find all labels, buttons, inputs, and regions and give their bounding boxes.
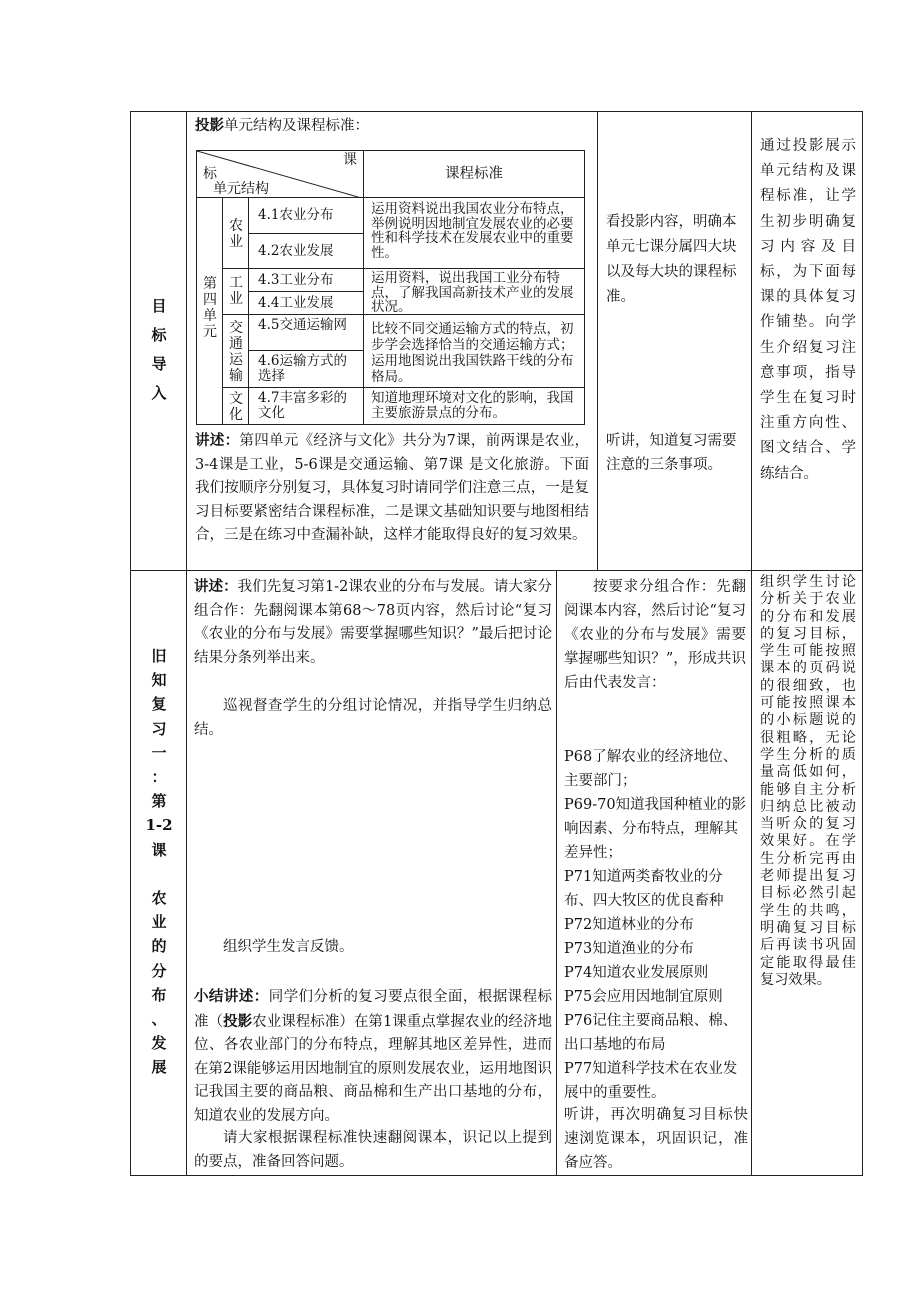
- row2-label-lines: [140, 644, 178, 1080]
- lesson-4-1: [248, 197, 364, 234]
- row2-label-char: 发: [151, 1034, 167, 1053]
- row2-organize: 组织学生发言反馈。: [223, 939, 354, 955]
- row1-lecture-bold: 讲述：: [195, 432, 240, 449]
- unit-label: 第四单元: [203, 276, 217, 340]
- lesson-4-7: [248, 387, 364, 425]
- unit-cell: [196, 197, 223, 425]
- group-agriculture: [222, 197, 249, 269]
- standard-transport-text: 比较不同交通运输方式的特点，初步学会选择恰当的交通运输方式；运用地图说出我国铁路干线的分布格局。: [371, 321, 574, 385]
- standard-agriculture: [363, 197, 585, 269]
- point-item: P76记住主要商品粮、棉、出口基地的布局: [564, 1013, 738, 1053]
- header-standard: [363, 150, 585, 198]
- lesson-4-3-text: 4.3工业分布: [258, 272, 334, 288]
- row1-student-2: 听讲，知道复习需要注意的三条事项。: [606, 433, 737, 473]
- standard-industry-text: 运用资料，说出我国工业分布特点，了解我国高新技术产业的发展状况。: [371, 270, 574, 315]
- row2-label-char: [140, 862, 178, 886]
- point-item: P75会应用因地制宜原则: [564, 989, 723, 1005]
- lesson-4-5-text: 4.5交通运输网: [258, 317, 347, 333]
- row1-label: 目标导入: [151, 297, 167, 402]
- projection-bold: 投影: [195, 117, 224, 134]
- lesson-4-1-text: 4.1农业分布: [258, 207, 334, 223]
- group-culture-label: 文化: [229, 391, 243, 423]
- group-agriculture-label: 农业: [229, 218, 243, 250]
- point-item: P69-70知道我国种植业的影响因素、分布特点，理解其差异性；: [564, 797, 747, 861]
- row2-label-char: 知: [151, 671, 167, 690]
- row2-label-char: 课: [151, 840, 167, 859]
- lesson-4-3: [248, 268, 364, 292]
- row2-student-intro: 按要求分组合作：先翻阅课本内容，然后讨论“复习《农业的分布与发展》需要掌握哪些知识？”，形成共识后由代表发言：: [564, 579, 746, 691]
- row2-label-char: 布: [151, 985, 167, 1004]
- row2-label-char: 的: [151, 937, 167, 956]
- group-industry: [222, 268, 249, 315]
- header-standard-text: 课程标准: [445, 166, 503, 182]
- row2-purpose: 组织学生讨论分析关于农业的分布和发展的复习目标，学生可能按照课本的页码说的很细致，也可能按照课本的小标题说的很粗略，无论学生分析的质量高低如何，能够自主分析归纳总比被动当听众的复习效果好。在学生分析完再由老师提出复习目标必然引起学生的共鸣，明确复习目标后再读书巩固定能取得最佳复习效果。: [760, 574, 856, 988]
- row2-label-char: 旧: [151, 647, 167, 665]
- lesson-4-4: [248, 291, 364, 315]
- lesson-4-2: [248, 233, 364, 269]
- row2-label-char: 习: [151, 719, 167, 738]
- row2-lecture-bold: 讲述：: [194, 578, 238, 595]
- row1-student-1: 看投影内容，明确本单元七课分属四大块以及每大块的课程标准。: [606, 214, 737, 305]
- point-item: P77知道科学技术在农业发展中的重要性。: [564, 1061, 738, 1101]
- row2-label-char: 、: [151, 1010, 167, 1029]
- lesson-4-5: [248, 314, 364, 351]
- standard-agriculture-text: 运用资料说出我国农业分布特点，举例说明因地制宜发展农业的必要性和科学技术在发展农业中的重要性。: [371, 201, 574, 261]
- col-divider-3: [751, 111, 752, 1176]
- row2-label-char: 1-2: [145, 816, 173, 835]
- row2-label-char: 农: [151, 889, 167, 908]
- row2-student-end: 听讲，再次明确复习目标快速浏览课本，巩固识记，准备应答。: [564, 1107, 748, 1171]
- standard-culture-text: 知道地理环境对文化的影响，我国主要旅游景点的分布。: [371, 390, 574, 421]
- row2-label-char: 展: [151, 1058, 167, 1077]
- standard-industry: [363, 268, 585, 315]
- row2-points: [564, 745, 748, 1105]
- point-item: P72知道林业的分布: [564, 917, 694, 933]
- row2-label-char: 第: [151, 792, 167, 811]
- group-transport: [222, 314, 249, 388]
- point-item: P73知道渔业的分布: [564, 941, 694, 957]
- row2-summary-bold: 小结讲述：: [194, 988, 269, 1005]
- group-culture: [222, 387, 249, 425]
- point-item: P71知道两类畜牧业的分布、四大牧区的优良畜种: [564, 869, 724, 909]
- row2-summary-a: 同学们分析的复习要点很全面，根据课程标准（: [194, 989, 553, 1030]
- row2-patrol: 巡视督查学生的分组讨论情况，并指导学生归纳总结。: [194, 698, 552, 738]
- header-biao: 标: [203, 166, 217, 182]
- col-divider-2a: [597, 111, 598, 570]
- row1-purpose: 通过投影展示单元结构及课程标准，让学生初步明确复习内容及目标，为下面每课的具体复习作铺垫。向学生介绍复习注意事项，指导学生在复习时注重方向性、图文结合、学练结合。: [760, 138, 856, 482]
- standard-culture: [363, 387, 585, 425]
- standard-transport: [363, 314, 585, 388]
- group-transport-label: 交通运输: [229, 320, 243, 384]
- projection-text: 单元结构及课程标准：: [224, 118, 369, 134]
- header-unit: 单元结构: [213, 181, 269, 197]
- row2-label-char: 一: [151, 743, 167, 762]
- row2-label-char: 复: [151, 695, 167, 714]
- lesson-4-4-text: 4.4工业发展: [258, 295, 334, 311]
- row2-label-char: ：: [151, 768, 167, 787]
- row2-lecture-text: 我们先复习第1-2课农业的分布与发展。请大家分组合作：先翻阅课本第68～78页内容，然后讨论“复习《农业的分布与发展》需要掌握哪些知识？”最后把讨论结果分条列举出来。: [194, 579, 552, 666]
- row2-summary: [194, 985, 552, 1128]
- row2-closing: 请大家根据课程标准快速翻阅课本，识记以上提到的要点，准备回答问题。: [194, 1130, 552, 1170]
- row2-summary-b: 农业课程标准）在第1课重点掌握农业的经济地位、各农业部门的分布特点，理解其地区差异性，进而在第2课能够运用因地制宜的原则发展农业，运用地图识记我国主要的商品粮、商品棉和生产出口基地的分布，知道农业的发展方向。: [194, 1013, 553, 1124]
- point-item: P68了解农业的经济地位、主要部门；: [564, 749, 738, 789]
- header-diag-cell: [196, 150, 364, 198]
- header-ke: 课: [343, 152, 357, 168]
- curriculum-table: [196, 150, 586, 425]
- row-divider: [130, 570, 863, 571]
- row2-label-char: 业: [151, 913, 167, 932]
- row2-label: [140, 644, 178, 1080]
- lesson-4-6: [248, 350, 364, 388]
- lesson-4-2-text: 4.2农业发展: [258, 243, 334, 259]
- point-item: P74知道农业发展原则: [564, 965, 709, 981]
- projection-line: [195, 114, 590, 139]
- row2-summary-bold2: 投影: [223, 1012, 253, 1030]
- col-divider-1: [186, 111, 187, 1176]
- row1-lecture: [195, 429, 589, 548]
- lesson-4-7-text: 4.7丰富多彩的文化: [258, 390, 347, 421]
- row2-label-char: 分: [151, 961, 167, 980]
- group-industry-label: 工业: [229, 275, 243, 307]
- lesson-4-6-text: 4.6运输方式的选择: [258, 353, 347, 384]
- row1-lecture-text: 第四单元《经济与文化》共分为7课，前两课是农业，3-4课是工业，5-6课是交通运输、第7课 是文化旅游。下面我们按顺序分别复习，具体复习时请同学们注意三点，一是复习目标要紧密结合课程标准，二是课文基础知识要与地图相结合，三是在练习中查漏补缺，这样才能取得良好的复习效果。: [195, 433, 589, 543]
- col-divider-2b: [556, 570, 557, 1176]
- row2-lecture: [194, 575, 552, 670]
